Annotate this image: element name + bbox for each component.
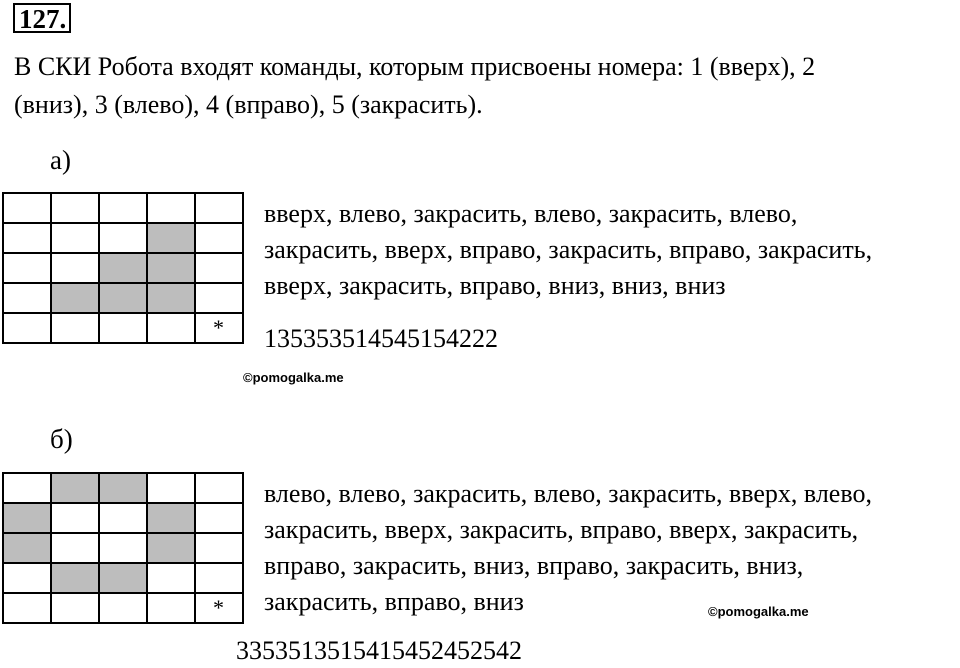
- part-a-grid-cell: [4, 194, 52, 224]
- part-b-grid-cell: [148, 474, 196, 504]
- part-a-grid-cell-filled: [52, 284, 100, 314]
- part-a-grid-cell: [100, 224, 148, 254]
- part-a-start-marker: *: [213, 315, 224, 340]
- part-b-grid-cell: [196, 504, 244, 534]
- part-b-start-marker: *: [213, 595, 224, 620]
- part-b-grid-cell: [196, 474, 244, 504]
- part-b-grid-cell: [196, 534, 244, 564]
- part-a-grid-cell-filled: [100, 284, 148, 314]
- part-b-grid-cell-filled: [52, 564, 100, 594]
- part-b-grid-cell: [4, 564, 52, 594]
- part-a-grid-cell: [148, 194, 196, 224]
- part-a-grid-cell-filled: [148, 254, 196, 284]
- part-b-command-line-2: закрасить, вверх, закрасить, вправо, вверх, закрасить,: [264, 515, 859, 544]
- part-b-grid-cell: [100, 534, 148, 564]
- part-b-grid-cell: [148, 594, 196, 624]
- part-b-grid-cell-filled: [148, 534, 196, 564]
- part-a-command-line-3: вверх, закрасить, вправо, вниз, вниз, вниз: [264, 271, 726, 300]
- part-b-grid-cell-filled: [4, 504, 52, 534]
- part-b-grid-cell: [52, 534, 100, 564]
- part-a-grid: [2, 192, 244, 344]
- part-b-grid-cell: [52, 594, 100, 624]
- part-a-grid-cell: [4, 314, 52, 344]
- part-b-grid-cell: [100, 504, 148, 534]
- part-a-grid-cell: [4, 224, 52, 254]
- part-a-grid-cell: [100, 194, 148, 224]
- part-b-grid-cell: [196, 594, 244, 624]
- part-a-grid-cell: [52, 314, 100, 344]
- part-a-grid-cell: [196, 224, 244, 254]
- part-a-grid-cell: [4, 284, 52, 314]
- part-a-grid-cell: [196, 284, 244, 314]
- part-b-grid-cell-filled: [100, 474, 148, 504]
- part-a-command-line-1: вверх, влево, закрасить, влево, закрасить, влево,: [264, 199, 798, 228]
- part-a-watermark: ©pomogalka.me: [243, 370, 344, 385]
- part-a-grid-cell: [52, 224, 100, 254]
- part-a-grid-cell: [196, 314, 244, 344]
- part-b-label: б): [50, 424, 73, 454]
- part-b-grid-cell: [148, 564, 196, 594]
- part-b-command-line-4: закрасить, вправо, вниз: [264, 587, 524, 616]
- part-a-grid-cell: [4, 254, 52, 284]
- exercise-number: 127.: [19, 4, 67, 34]
- part-a-grid-cell: [52, 194, 100, 224]
- part-b-command-line-1: влево, влево, закрасить, влево, закрасить, вверх, влево,: [264, 479, 872, 508]
- part-a-grid-cell: [52, 254, 100, 284]
- part-a-label: а): [50, 145, 71, 175]
- part-b-grid-cell-filled: [4, 534, 52, 564]
- part-b-grid-cell: [4, 594, 52, 624]
- part-b-watermark: ©pomogalka.me: [708, 604, 809, 619]
- exercise-number-box: [13, 3, 71, 33]
- part-b-grid-cell: [100, 594, 148, 624]
- part-b-grid: [2, 472, 244, 624]
- part-b-grid-cell-filled: [148, 504, 196, 534]
- part-a-command-line-2: закрасить, вверх, вправо, закрасить, вправо, закрасить,: [264, 235, 873, 264]
- part-a-grid-cell: [196, 194, 244, 224]
- part-a-grid-cell: [148, 314, 196, 344]
- part-a-grid-cell-filled: [100, 254, 148, 284]
- part-a-grid-cell: [196, 254, 244, 284]
- part-b-grid-cell: [196, 564, 244, 594]
- part-a-grid-cell-filled: [148, 224, 196, 254]
- intro-line-1: В СКИ Робота входят команды, которым присвоены номера: 1 (вверх), 2: [14, 52, 816, 81]
- part-a-grid-cell: [100, 314, 148, 344]
- intro-line-2: (вниз), 3 (влево), 4 (вправо), 5 (закрасить).: [14, 90, 483, 119]
- part-b-grid-cell-filled: [52, 474, 100, 504]
- part-b-grid-cell: [52, 504, 100, 534]
- part-a-code: 135353514545154222: [264, 324, 498, 353]
- part-b-grid-cell: [4, 474, 52, 504]
- part-a-grid-cell-filled: [148, 284, 196, 314]
- part-b-command-line-3: вправо, закрасить, вниз, вправо, закрасить, вниз,: [264, 551, 804, 580]
- part-b-grid-cell-filled: [100, 564, 148, 594]
- part-b-code: 3353513515415452452542: [236, 636, 522, 665]
